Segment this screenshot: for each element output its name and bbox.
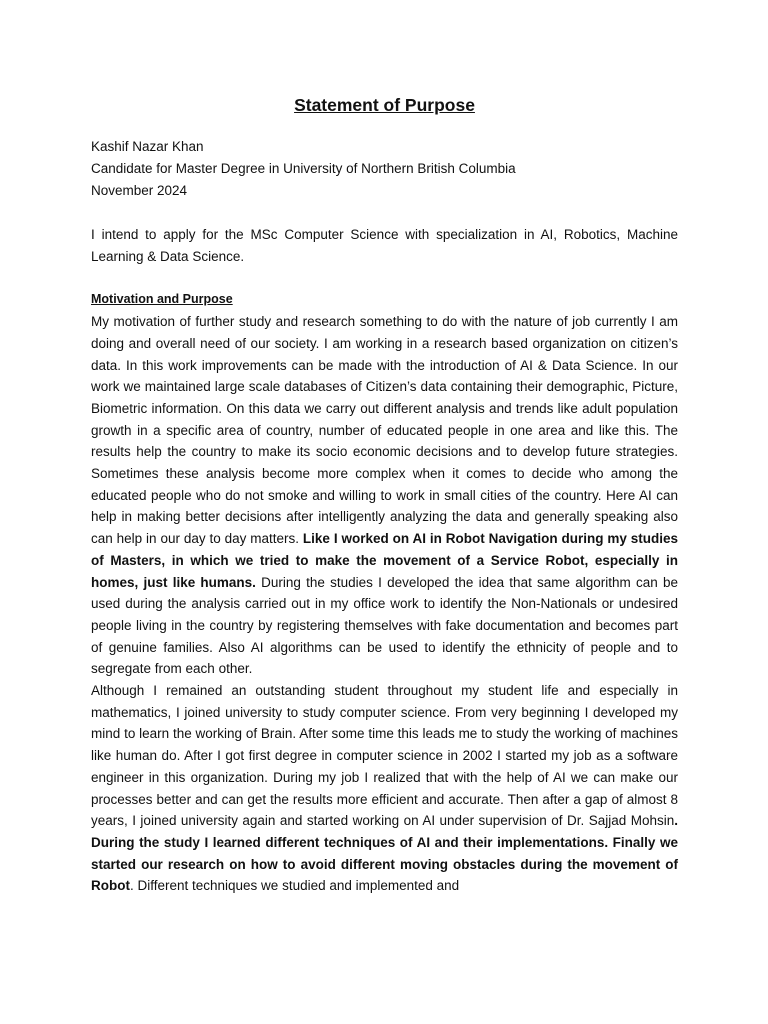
paragraph-bold-text: Like I worked on AI in Robot Navigation during my studies of Masters, in which we tried to make the movement of a Service Robot, especially in homes, just like humans. — [91, 531, 679, 590]
section-heading: Motivation and Purpose — [91, 292, 233, 307]
candidacy-line: Candidate for Master Degree in University of Northern British Columbia — [91, 161, 516, 176]
intro-paragraph: I intend to apply for the MSc Computer Science with specialization in AI, Robotics, Machine Learning & Data Science. — [91, 227, 678, 264]
body-paragraph-1 — [91, 311, 678, 680]
author-block — [91, 136, 678, 202]
spacer — [91, 267, 678, 289]
paragraph-text: During the studies I developed the idea that same algorithm can be used during the analysis carried out in my office work to identify the Non-Nationals or undesired people living in the country by registering themselves with fake documentation and becomes part of genuine families. Also AI algorithms can be used to identify the ethnicity of people and to segregate from each other. — [91, 574, 678, 677]
paragraph-bold-text: . During the study I learned different techniques of AI and their implementations. Finally we started our research on how to avoid different moving obstacles during the movement of Robot — [91, 813, 678, 894]
paragraph-text: . Different techniques we studied and implemented and — [129, 878, 460, 894]
paragraph-text: Although I remained an outstanding student throughout my student life and especially in mathematics, I joined university to study computer science. From very beginning I developed my mind to learn the working of Brain. After some time this leads me to study the working of machines like human do. After I got first degree in computer science in 2002 I started my job as a software engineer in this organization. During my job I realized that with the help of AI we can make our processes better and can get the results more efficient and accurate. Then after a gap of almost 8 years, I joined university again and started working on AI under supervision of Dr. Sajjad Mohsin — [91, 683, 678, 829]
author-name: Kashif Nazar Khan — [91, 139, 204, 154]
paragraph-text: My motivation of further study and research something to do with the nature of job currently I am doing and overall need of our society. I am working in a research based organization on citizen’s data. In this work improvements can be made with the introduction of AI & Data Science. In our work we maintained large scale databases of Citizen’s data containing their demographic, Picture, Biometric information. On this data we carry out different analysis and trends like adult population growth in a specific area of country, number of educated people in one area and like this. The results help the country to make its socio economic decisions and to develop future strategies. Sometimes these analysis become more complex when it comes to decide who among the educated people who do not smoke and willing to work in small cities of the country. Here AI can help in making better decisions after intelligently analyzing the data and generally speaking also can help in our day to day matters. — [91, 314, 678, 547]
spacer — [91, 202, 678, 224]
document-date: November 2024 — [91, 183, 188, 198]
document-page — [91, 94, 678, 897]
document-title: Statement of Purpose — [294, 95, 475, 115]
body-paragraph-2 — [91, 680, 678, 897]
